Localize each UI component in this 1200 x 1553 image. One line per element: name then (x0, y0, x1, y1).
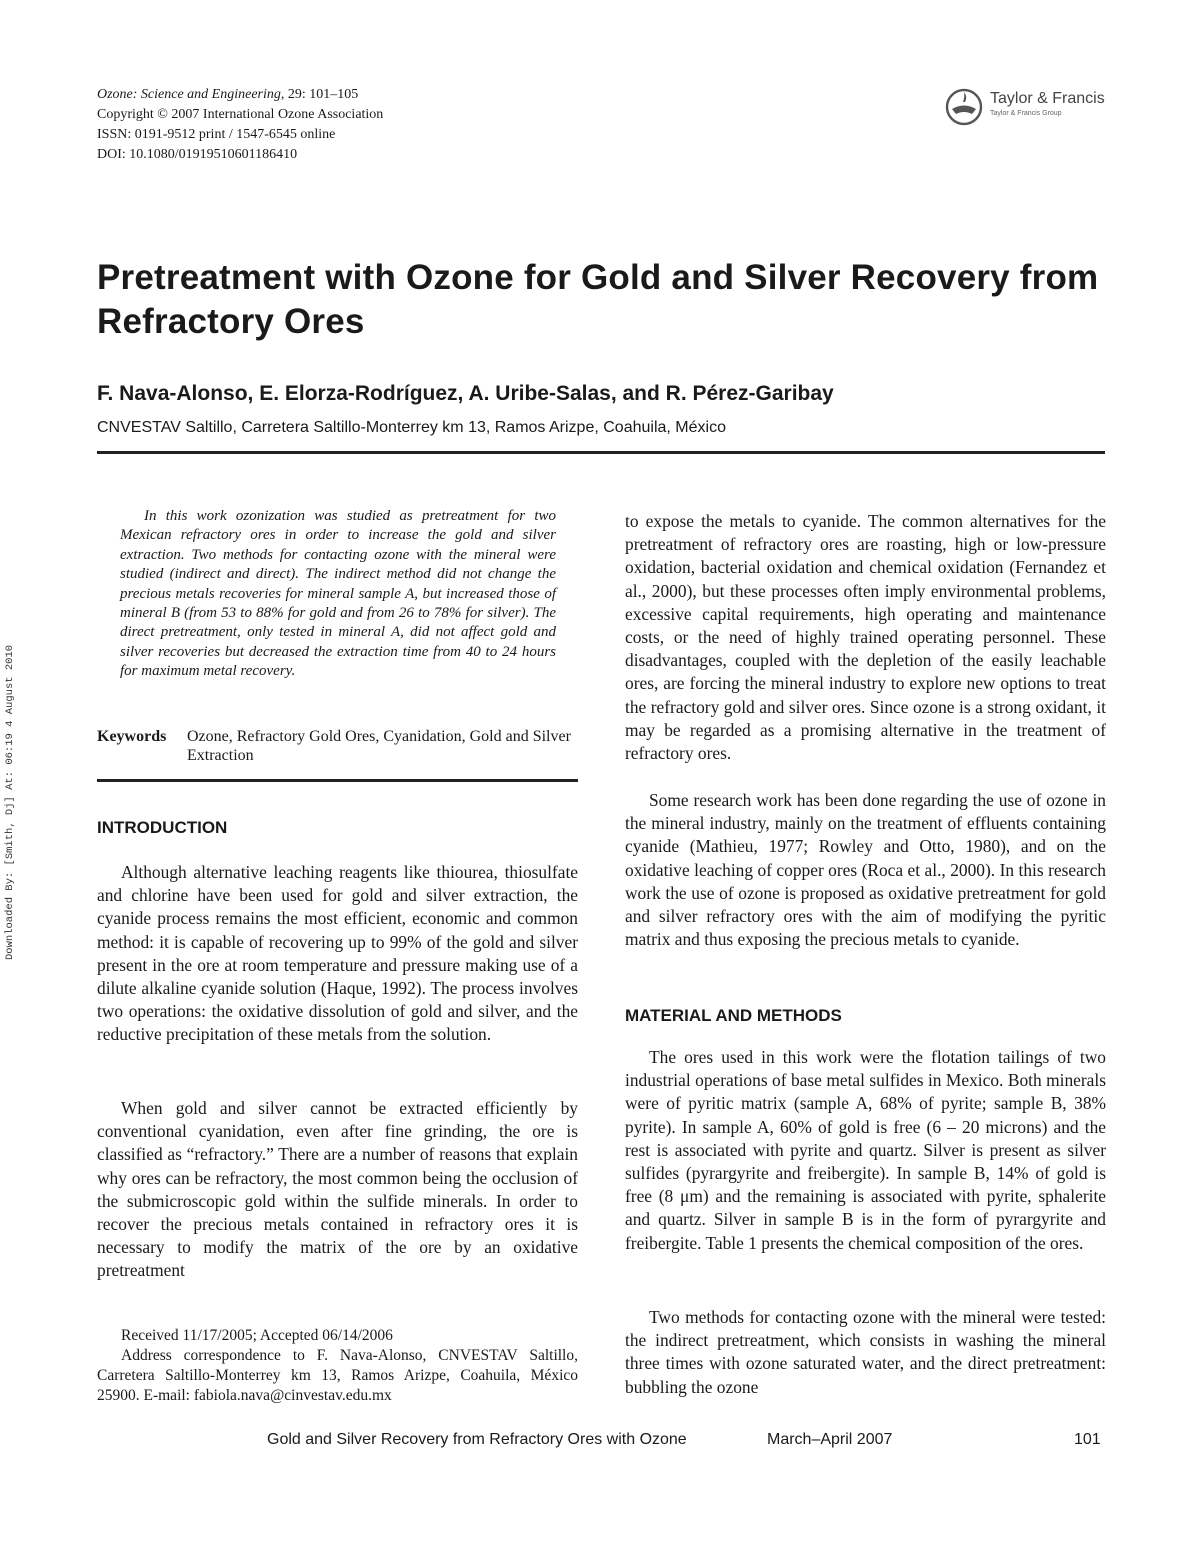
copyright-line: Copyright © 2007 International Ozone Association (97, 107, 384, 122)
issn-line: ISSN: 0191-9512 print / 1547-6545 online (97, 127, 336, 142)
introduction-paragraph-3: to expose the metals to cyanide. The common alternatives for the pretreatment of refractory ores are roasting, high or low-pressure oxidation, bacterial oxidation and chemical oxidation (Fernandez et al., 2000), but these processes often imply environmental problems, excessive capital requirements, high operating and maintenance costs, or the need of highly trained operating personnel. These disadvantages, coupled with the depletion of the easily leachable ores, are forcing the mineral industry to explore new options to treat the refractory gold and silver ores. Since ozone is a strong oxidant, it may be regarded as a promising alternative in the treatment of refractory ores. (625, 511, 1106, 764)
journal-name: Ozone: Science and Engineering (97, 87, 281, 102)
keywords-label: Keywords (97, 728, 167, 745)
publisher-name: Taylor & Francis (990, 90, 1105, 107)
correspondence-address: Address correspondence to F. Nava-Alonso, CNVESTAV Saltillo, Carretera Saltillo-Monterrey km 13, Ramos Arizpe, Coahuila, México 25900. E-mail: fabiola.nava@cinvestav.edu.mx (97, 1347, 578, 1404)
abstract: In this work ozonization was studied as pretreatment for two Mexican refractory ores in order to increase the gold and silver extraction. Two methods for contacting ozone with the mineral were studied (indirect and direct). The indirect method did not change the precious metals recoveries for mineral sample A, but increased those of mineral B (from 53 to 88% for gold and from 26 to 78% for silver). The direct pretreatment, only tested in mineral A, did not affect gold and silver recoveries but decreased the extraction time from 40 to 24 hours for maximum metal recovery. (120, 508, 556, 680)
publisher-subtitle: Taylor & Francis Group (990, 110, 1062, 117)
introduction-paragraph-4: Some research work has been done regarding the use of ozone in the mineral industry, mainly on the treatment of effluents containing cyanide (Mathieu, 1977; Rowley and Otto, 1980), and on the oxidative leaching of copper ores (Roca et al., 2000). In this research work the use of ozone is proposed as oxidative pretreatment for gold and silver refractory ores with the aim of modifying the pyritic matrix and thus exposing the precious metals to cyanide. (625, 790, 1106, 950)
footer-running-title: Gold and Silver Recovery from Refractory Ores with Ozone (267, 1431, 687, 1448)
footer-issue-date: March–April 2007 (767, 1431, 893, 1448)
methods-paragraph-2: Two methods for contacting ozone with the mineral were tested: the indirect pretreatment, which consists in washing the mineral three times with ozone saturated water, and the direct pretreatment: bubbling the ozone (625, 1307, 1106, 1397)
header-divider (97, 451, 1105, 454)
publisher-logo (944, 86, 1114, 128)
introduction-paragraph-2: When gold and silver cannot be extracted efficiently by conventional cyanidation, even after fine grinding, the ore is classified as “refractory.” There are a number of reasons that explain why ores can be refractory, the most common being the occlusion of the submicroscopic gold within the sulfide minerals. In order to recover the precious metals contained in refractory ores it is necessary to modify the matrix of the ore by an oxidative pretreatment (97, 1098, 578, 1281)
methods-paragraph-1: The ores used in this work were the flotation tailings of two industrial operations of base metal sulfides in Mexico. Both minerals were of pyritic matrix (sample A, 68% of pyrite; sample B, 38% pyrite). In sample A, 60% of gold is free (6 – 20 microns) and the rest is associated with pyrite and quartz. Silver is present as silver sulfides (pyrargyrite and freibergite). In sample B, 14% of gold is free (8 μm) and the remaining is associated with pyrite, sphalerite and quartz. Silver in sample B is in the form of pyrargyrite and freibergite. Table 1 presents the chemical composition of the ores. (625, 1047, 1106, 1253)
page-number: 101 (1074, 1431, 1101, 1448)
journal-volume-pages: , 29: 101–105 (280, 87, 359, 102)
correspondence-footnote (97, 1326, 578, 1406)
section-heading-introduction: INTRODUCTION (97, 818, 228, 837)
download-stamp: Downloaded By: [Smith, Dj] At: 06:19 4 August 2010 (4, 644, 16, 960)
keywords-list: Ozone, Refractory Gold Ores, Cyanidation, Gold and Silver Extraction (187, 728, 571, 764)
author-affiliation: CNVESTAV Saltillo, Carretera Saltillo-Monterrey km 13, Ramos Arizpe, Coahuila, México (97, 419, 726, 436)
doi-line: DOI: 10.1080/01919510601186410 (97, 147, 298, 162)
author-list: F. Nava-Alonso, E. Elorza-Rodríguez, A. Uribe-Salas, and R. Pérez-Garibay (97, 382, 834, 405)
received-dates: Received 11/17/2005; Accepted 06/14/2006 (121, 1327, 393, 1344)
section-heading-methods: MATERIAL AND METHODS (625, 1006, 842, 1025)
lamp-of-knowledge-icon (944, 87, 984, 127)
introduction-paragraph-1: Although alternative leaching reagents like thiourea, thiosulfate and chlorine have been used for gold and silver extraction, the cyanide process remains the most efficient, economic and common method: it is capable of recovering up to 99% of the gold and silver present in the ore at room temperature and pressure making use of a dilute alkaline cyanide solution (Haque, 1992). The process involves two operations: the oxidative dissolution of gold and silver, and the reductive precipitation of these metals from the solution. (97, 862, 578, 1045)
journal-volume-line (97, 85, 383, 105)
journal-citation-block (97, 85, 383, 165)
article-title: Pretreatment with Ozone for Gold and Silver Recovery from Refractory Ores (97, 258, 1099, 341)
abstract-divider (97, 779, 578, 782)
